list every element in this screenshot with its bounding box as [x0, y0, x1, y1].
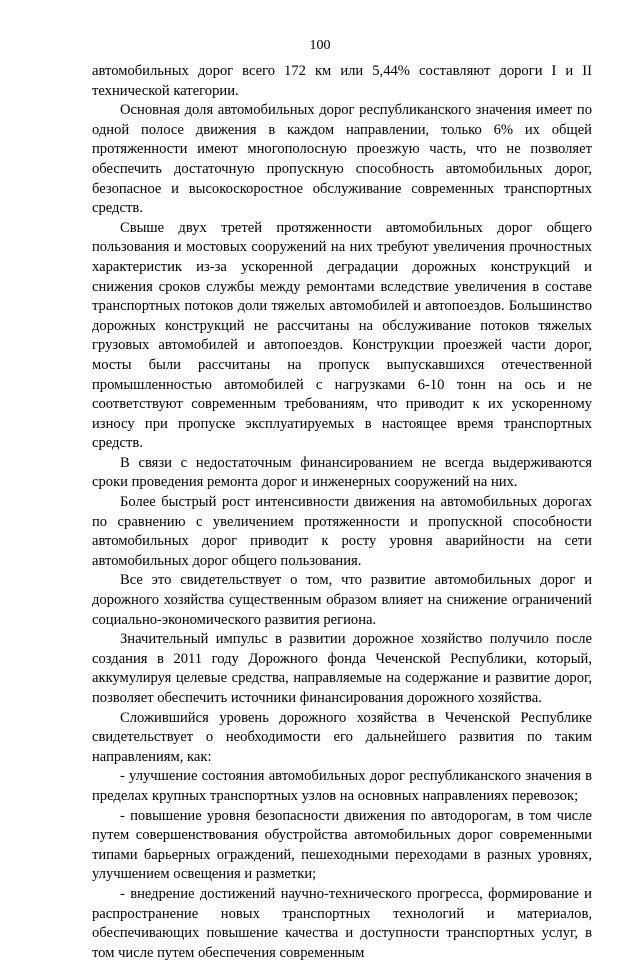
paragraph-8: Сложившийся уровень дорожного хозяйства в Чеченской Республике свидетельствует о необходимости его дальнейшего развития по таким направлениям, как: [92, 709, 592, 765]
list-item-2: - повышение уровня безопасности движения по автодорогам, в том числе путем совершенствования обустройства автомобильных дорог современными типами барьерных ограждений, пешеходными переходами в разных уровнях, улучшением освещения и разметки; [92, 807, 592, 883]
list-item-1: - улучшение состояния автомобильных дорог республиканского значения в пределах крупных транспортных узлов на основных направлениях перевозок; [92, 768, 592, 804]
paragraph-3: Свыше двух третей протяженности автомобильных дорог общего пользования и мостовых сооружений на них требуют увеличения прочностных характеристик из-за ускоренной деградации дорожных конструкций и снижения сроков службы между ремонтами вследствие увеличения в составе транспортных потоков доли тяжелых автомобилей и автопоездов. Большинство дорожных конструкций не рассчитаны на обслуживание потоков тяжелых грузовых автомобилей и автопоездов. Конструкции проезжей части дорог, мосты были рассчитаны на пропуск выпускавшихся отечественной промышленностью автомобилей с нагрузками 6-10 тонн на ось и не соответствуют современным требованиям, что приводит к их ускоренному износу при пропуске эксплуатируемых в настоящее время транспортных средств. [92, 219, 592, 452]
paragraph-5: Более быстрый рост интенсивности движения на автомобильных дорогах по сравнению с увеличением протяженности и пропускной способности автомобильных дорог приводит к росту уровня аварийности на сети автомобильных дорог общего пользования. [92, 494, 592, 569]
page-number: 100 [309, 38, 331, 53]
paragraph-6: Все это свидетельствует о том, что развитие автомобильных дорог и дорожного хозяйства существенным образом влияет на снижение ограничений социально-экономического развития региона. [92, 572, 592, 628]
list-item-3: - внедрение достижений научно-технического прогресса, формирование и распространение новых транспортных технологий и материалов, обеспечивающих повышение качества и доступности транспортных услуг, в том числе путем обеспечения современным [92, 885, 592, 961]
paragraph-1: автомобильных дорог всего 172 км или 5,44% составляют дороги I и II технической категории. [92, 63, 592, 99]
paragraph-7: Значительный импульс в развитии дорожное хозяйство получило после создания в 2011 году Дорожного фонда Чеченской Республики, который, аккумулируя целевые средства, направляемые на содержание и развитие дорог, позволяет обеспечить источники финансирования дорожного хозяйства. [92, 631, 592, 706]
document-body [92, 62, 592, 963]
paragraph-4: В связи с недостаточным финансированием не всегда выдерживаются сроки проведения ремонта дорог и инженерных сооружений на них. [92, 454, 592, 491]
paragraph-2: Основная доля автомобильных дорог республиканского значения имеет по одной полосе движения в каждом направлении, только 6% их общей протяженности имеют многополосную проезжую часть, что не позволяет обеспечить достаточную пропускную способность автомобильных дорог, безопасное и высокоскоростное обслуживание современных транспортных средств. [92, 102, 592, 217]
